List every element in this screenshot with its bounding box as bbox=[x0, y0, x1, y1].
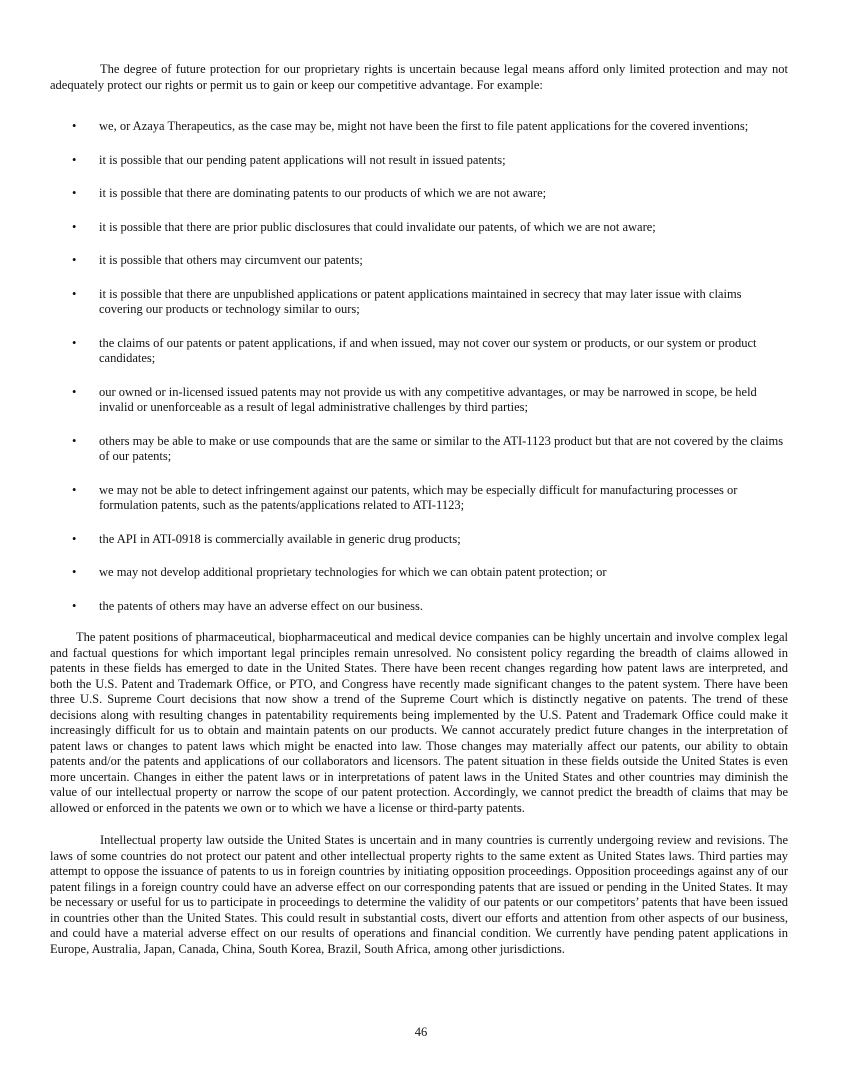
bullet-text: it is possible that there are prior public disclosures that could invalidate our patents, of which we are not aware; bbox=[99, 219, 656, 234]
bullet-icon: • bbox=[72, 598, 77, 613]
list-item bbox=[50, 153, 788, 169]
bullet-text: others may be able to make or use compounds that are the same or similar to the ATI-1123 product but that are not covered by the claims of our patents; bbox=[99, 433, 784, 463]
bullet-text: it is possible that our pending patent applications will not result in issued patents; bbox=[99, 152, 506, 167]
list-item bbox=[50, 186, 788, 202]
bullet-icon: • bbox=[72, 565, 77, 579]
bullet-text: it is possible that there are dominating patents to our products of which we are not aware; bbox=[99, 186, 547, 200]
bullet-icon: • bbox=[72, 253, 77, 267]
bullet-text: the API in ATI-0918 is commercially available in generic drug products; bbox=[99, 531, 461, 546]
bullet-icon: • bbox=[72, 286, 77, 301]
bullet-icon: • bbox=[72, 531, 77, 546]
list-item bbox=[50, 287, 788, 318]
bullet-icon: • bbox=[72, 219, 77, 234]
bullet-text: we may not develop additional proprietary technologies for which we can obtain patent protection; or bbox=[99, 565, 607, 579]
list-item bbox=[50, 253, 788, 269]
bullet-text: it is possible that there are unpublished applications or patent applications maintained in secrecy that may later issue with claims covering our products or technology similar to ours; bbox=[99, 286, 742, 316]
list-item bbox=[50, 599, 788, 615]
list-item bbox=[50, 385, 788, 416]
bullet-text: the patents of others may have an adverse effect on our business. bbox=[99, 598, 423, 613]
bullet-text: it is possible that others may circumvent our patents; bbox=[99, 253, 363, 267]
risk-bullet-list bbox=[50, 119, 788, 614]
foreign-ip-paragraph: Intellectual property law outside the United States is uncertain and in many countries is currently undergoing review and revisions. The laws of some countries do not protect our patent and other intellectual property rights to the same extent as United States laws. Third parties may attempt to oppose the issuance of patents to us in foreign countries by initiating opposition proceedings. Opposition proceedings against any of our patent filings in a foreign country could have an adverse effect on our corresponding patents that are issued or pending in the United States. It may be necessary or useful for us to participate in proceedings to determine the validity of our patents or our competitors’ patents that have been issued in countries other than the United States. This could result in substantial costs, divert our efforts and attention from other aspects of our business, and could have a material adverse effect on our results of operations and financial condition. We currently have pending patent applications in Europe, Australia, Japan, Canada, China, South Korea, Brazil, South Africa, among other jurisdictions. bbox=[50, 833, 788, 956]
patent-positions-paragraph: The patent positions of pharmaceutical, biopharmaceutical and medical device companies can be highly uncertain and involve complex legal and factual questions for which important legal principles remain unresolved. No consistent policy regarding the breadth of claims allowed in patents in these fields has emerged to date in the United States. There have been recent changes regarding how patent laws are interpreted, and both the U.S. Patent and Trademark Office, or PTO, and Congress have recently made significant changes to the patent system. There have been three U.S. Supreme Court decisions that now show a trend of the Supreme Court which is distinctly negative on patents. The trend of these decisions along with resulting changes in patentability requirements being implemented by the U.S. Patent and Trademark Office could make it increasingly difficult for us to obtain and maintain patents on our products. We cannot accurately predict future changes in the interpretation of patent laws or changes to patent laws which might be enacted into law. Those changes may materially affect our patents, our ability to obtain patents and/or the patents and applications of our collaborators and licensors. The patent situation in these fields outside the United States is even more uncertain. Changes in either the patent laws or in interpretations of patent laws in the United States and other countries may diminish the value of our intellectual property or narrow the scope of our patent protection. Accordingly, we cannot predict the breadth of claims that may be allowed or enforced in the patents we own or to which we have a license or third-party patents. bbox=[50, 630, 788, 815]
list-item bbox=[50, 434, 788, 465]
bullet-text: we may not be able to detect infringement against our patents, which may be especially difficult for manufacturing processes or formulation patents, such as the patents/applications related to ATI-1123; bbox=[99, 482, 738, 512]
bullet-icon: • bbox=[72, 482, 77, 497]
bullet-icon: • bbox=[72, 119, 77, 133]
bullet-text: we, or Azaya Therapeutics, as the case may be, might not have been the first to file patent applications for the covered inventions; bbox=[99, 119, 749, 133]
page-number: 46 bbox=[414, 1025, 428, 1039]
list-item bbox=[50, 565, 788, 581]
document-page bbox=[50, 62, 788, 957]
list-item bbox=[50, 220, 788, 236]
bullet-text: our owned or in-licensed issued patents may not provide us with any competitive advantages, or may be narrowed in scope, be held invalid or unenforceable as a result of legal administrative challenges by third parties; bbox=[99, 384, 757, 414]
intro-paragraph: The degree of future protection for our proprietary rights is uncertain because legal means afford only limited protection and may not adequately protect our rights or permit us to gain or keep our competitive advantage. For example: bbox=[50, 62, 788, 92]
list-item bbox=[50, 336, 788, 367]
bullet-icon: • bbox=[72, 186, 77, 200]
bullet-icon: • bbox=[72, 152, 77, 167]
bullet-text: the claims of our patents or patent applications, if and when issued, may not cover our system or products, or our system or product candidates; bbox=[99, 335, 757, 365]
bullet-icon: • bbox=[72, 433, 77, 448]
list-item bbox=[50, 532, 788, 548]
list-item bbox=[50, 483, 788, 514]
paragraph-spacer bbox=[50, 816, 788, 833]
bullet-icon: • bbox=[72, 335, 77, 350]
list-item bbox=[50, 119, 788, 135]
bullet-icon: • bbox=[72, 384, 77, 399]
